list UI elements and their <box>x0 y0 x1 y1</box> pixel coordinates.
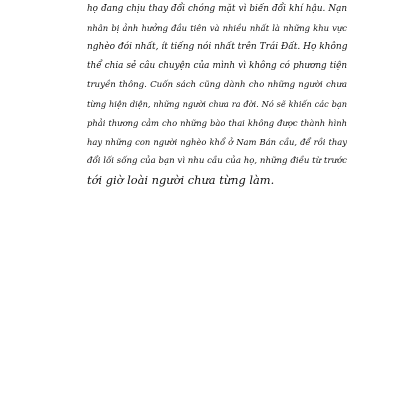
paragraph-line: đổi lối sống của bạn vì nhu cầu của họ, những điều từ trước <box>87 156 347 166</box>
paragraph-line: từng hiện diện, những người chưa ra đời. Nó sẽ khiến các bạn <box>87 99 347 109</box>
body-paragraph <box>87 0 347 190</box>
paragraph-line: thể chia sẻ câu chuyện của mình vì không có phương tiện <box>87 61 347 71</box>
paragraph-line: nghèo đói nhất, ít tiếng nói nhất trên Trái Đất. Họ không <box>87 42 348 52</box>
paragraph-line: hay những con người nghèo khổ ở Nam Bán cầu, để rồi thay <box>87 137 347 147</box>
paragraph-line: họ đang chịu thay đổi chóng mặt vì biến đổi khí hậu. Nạn <box>87 4 347 14</box>
paragraph-line: nhân bị ảnh hưởng đầu tiên và nhiều nhất là những khu vực <box>87 23 347 33</box>
paragraph-line: phải thương cảm cho những bào thai không được thành hình <box>87 118 347 128</box>
paragraph-line: truyền thông. Cuốn sách cũng dành cho những người chưa <box>87 80 347 90</box>
paragraph-line: tới giờ loài người chưa từng làm. <box>87 173 275 187</box>
